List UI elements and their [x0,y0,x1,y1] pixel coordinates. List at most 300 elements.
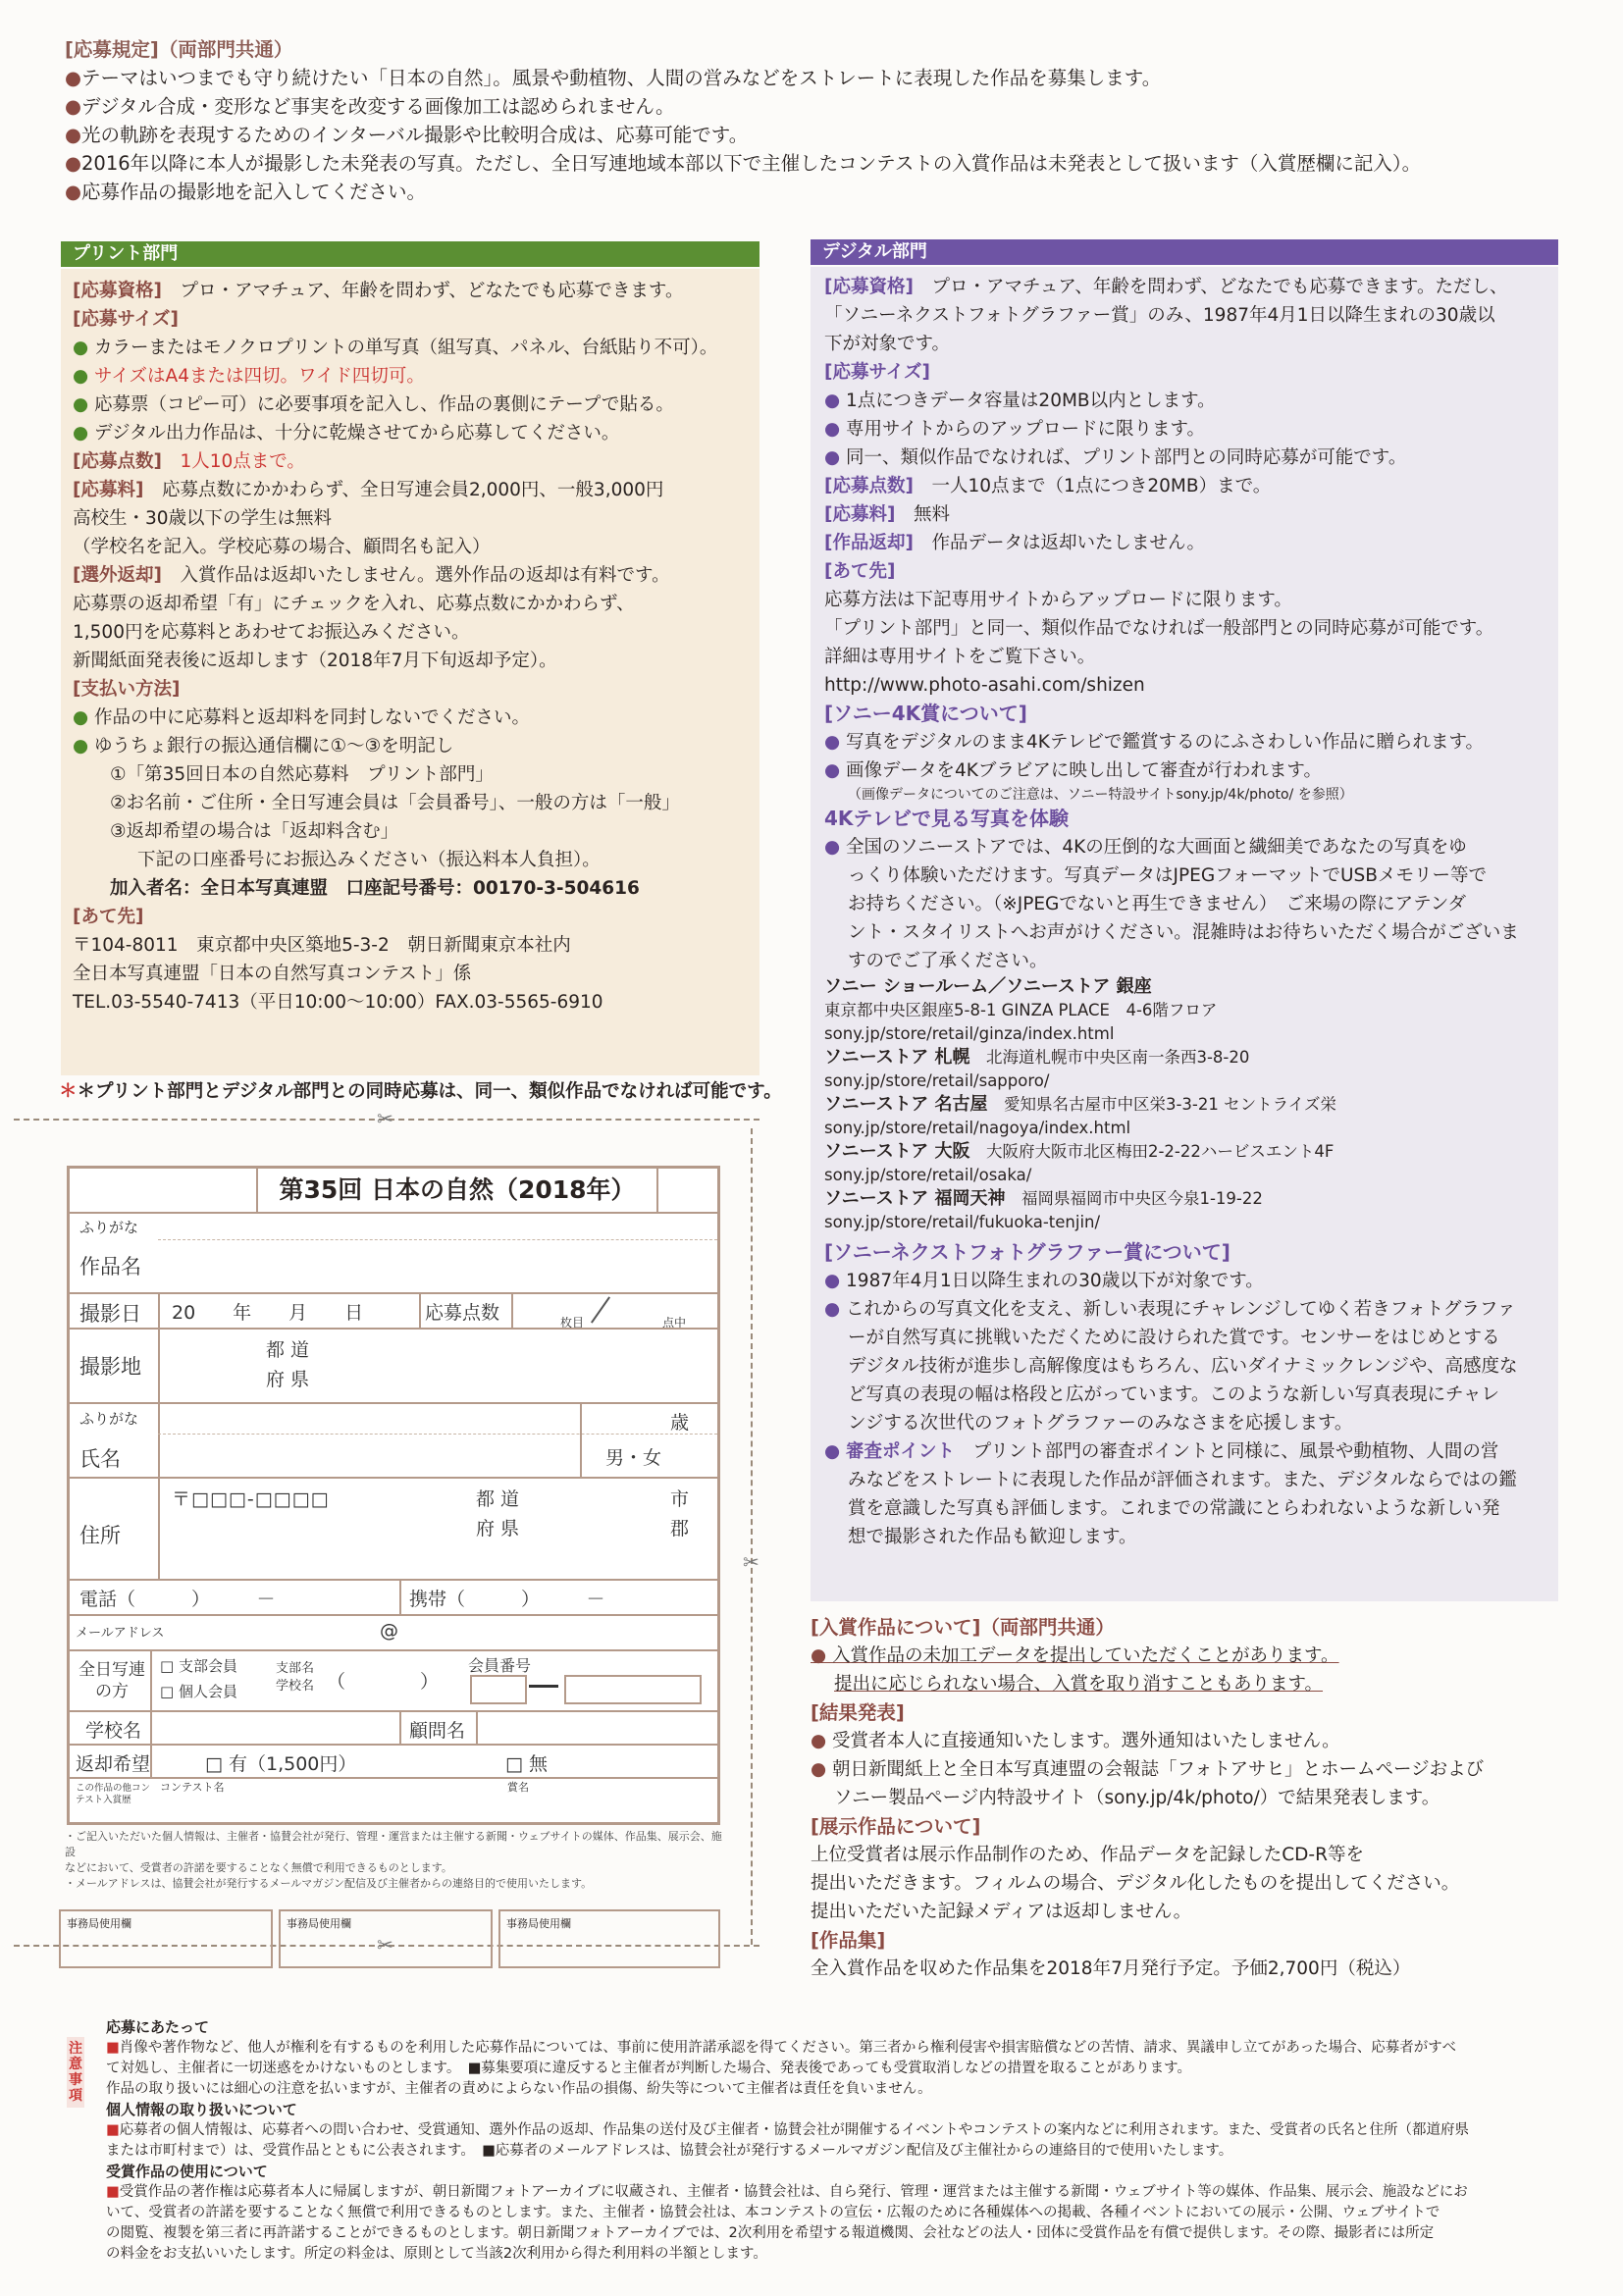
bullet-icon: ● [65,95,82,118]
pref-label-1: 都 道 [266,1339,310,1361]
line-text: 専用サイトからのアップロードに限ります。 [846,419,1205,440]
store-name: ソニーストア 大阪 [824,1141,970,1162]
next-text: これからの写真文化を支え、新しい表現にチャレンジしてゆく若きフォトグラファ [846,1299,1516,1320]
text-line [824,301,1558,330]
work-name-input[interactable] [178,1243,707,1271]
sony4k-note: （画像データについてのご注意は、ソニー特設サイトsony.jp/4k/photo/ を参照） [848,787,1353,803]
work-name-label: 作品名 [79,1255,141,1278]
next-text: デジタル技術が進歩し高解像度はもちろん、広いダイナミックレンジや、高感度な [848,1356,1518,1377]
bullet-icon: ● [73,423,95,444]
bullet-icon: ● [811,1759,833,1780]
rules-item [65,121,1576,149]
line-text: 応募方法は下記専用サイトからアップロードに限ります。 [824,590,1292,610]
zip-input[interactable]: 〒□□□-□□□□ [172,1488,330,1510]
experience-text: すのでご了承ください。 [848,951,1048,971]
awards-text: 朝日新聞紙上と全日本写真連盟の会報誌「フォトアサヒ」とホームページおよび [832,1759,1485,1780]
store-address: 大阪府大阪市北区梅田2-2-22ハービスエント4F [985,1142,1335,1161]
bullet-icon: ● [824,1271,847,1291]
text-line [824,529,1558,557]
line-text: ②お名前・ご住所・全日写連会員は「会員番号」、一般の方は「一般」 [110,793,680,813]
rules-item-text: 2016年以降に本人が撮影した未発表の写真。ただし、全日写連地域本部以下で主催したコンテストの入賞作品は未発表として扱います（入賞歴欄に記入）。 [81,152,1422,175]
line-text: ③返却希望の場合は「返却料含む」 [110,821,399,842]
cut-line-right [751,1128,753,1945]
line-text: 〒104-8011 東京都中央区築地5-3-2 朝日新聞東京本社内 [73,935,571,956]
awards-heading: [結果発表] [811,1701,905,1724]
print-section [61,241,759,267]
notes-text: 応募者の個人情報は、応募者への問い合わせ、受賞通知、選外作品の返却、作品集の送付及び主催者・協賛会社が開催するイベントやコンテストの案内などに利用されます。また、受賞者の氏名と住所（都道府県 [119,2122,1470,2138]
line-text: 高校生・30歳以下の学生は無料 [73,508,333,529]
shoot-date-input[interactable]: 20 年 月 日 [172,1302,364,1324]
sony4k-item [824,757,1558,785]
section-label: [支払い方法] [73,679,181,700]
bullet-icon: ● [65,181,82,203]
experience-line [824,890,1558,918]
text-line [73,931,759,960]
line-text: http://www.photo-asahi.com/shizen [824,675,1145,696]
office-use-box-1 [59,1909,273,1968]
store-url: sony.jp/store/retail/sapporo/ [824,1071,1050,1090]
member-option-branch[interactable]: □ 支部会員 [160,1657,237,1675]
notes-text: いて、受賞者の許諾を要することなく無償で利用できるものとします。また、主催者・協賛会社は、本コンテストの宣伝・広報のために各種媒体への掲載、各種イベントにおいての展示・公開、ウェブサイトで [106,2205,1440,2220]
bullet-icon: ● [73,366,95,387]
next-text: 賞を意識した写真も評価します。これまでの常識にとらわれないような新しい発 [848,1498,1500,1519]
sony4k-heading: [ソニー4K賞について] [824,702,1027,725]
text-line [73,561,759,590]
sony4k-item [824,728,1558,757]
gender-select[interactable]: 男・女 [605,1447,662,1469]
privacy-line: ・ご記入いただいた個人情報は、主催者・協賛会社が発行、管理・運営または主催する新聞・ウェブサイトの媒体、作品集、展示会、施設 [65,1830,722,1858]
advisor-label: 顧問名 [409,1720,466,1742]
rules-section [65,35,1576,206]
rules-item [65,178,1576,206]
text-line [824,415,1558,444]
awards-line [811,1784,1566,1812]
section-label: [応募サイズ] [73,309,179,330]
bullet-icon: ● [811,1645,833,1666]
text-line [73,419,759,447]
scissors-icon: ✂ [743,1550,759,1574]
office-use-box-2 [279,1909,493,1968]
store-name: ソニーストア 札幌 [824,1047,970,1068]
age-label: 歳 [670,1412,690,1434]
awards-line [811,1670,1566,1698]
store-url: sony.jp/store/retail/ginza/index.html [824,1024,1115,1043]
line-text: 下記の口座番号にお振込みください（振込料本人負担）。 [137,850,601,870]
school-name-label: 学校名 [276,1679,315,1694]
text-line [824,387,1558,415]
awards-line [811,1642,1566,1670]
text-line [824,500,1558,529]
bullet-icon: ● [824,1299,847,1320]
notes-line [106,2059,1568,2079]
text-line [73,476,759,504]
text-line [73,533,759,561]
text-line [73,362,759,391]
awards-text: ソニー製品ページ内特設サイト（sony.jp/4k/photo/）で結果発表します。 [834,1788,1440,1808]
rules-item [65,149,1576,178]
text-line [73,789,759,817]
line-text: 応募票（コピー可）に必要事項を記入し、作品の裏側にテープで貼る。 [94,394,674,415]
store-url: sony.jp/store/retail/nagoya/index.html [824,1119,1131,1137]
line-text: 作品データは返却いたしません。 [931,533,1206,553]
text-line [73,704,759,732]
return-no-checkbox[interactable]: □ 無 [505,1753,548,1775]
notes-heading: 応募にあたって [106,2018,210,2036]
text-line [73,447,759,476]
prize-name-label: 賞名 [507,1781,529,1794]
rules-list [65,64,1576,206]
line-text: ①「第35回日本の自然応募料 プリント部門」 [110,764,494,785]
place-label: 撮影地 [79,1355,141,1379]
notes-line [106,2079,1568,2100]
bullet-icon: ● [824,419,847,440]
store-item [824,1046,1558,1070]
entry-form [67,1166,720,1825]
furigana-label-2: ふりがな [79,1410,139,1428]
sony4k-text: 画像データを4Kブラビアに映し出して審査が行われます。 [846,760,1322,781]
text-line [824,472,1558,500]
rules-item-text: テーマはいつまでも守り続けたい「日本の自然」。風景や動植物、人間の営みなどをストレートに表現した作品を募集します。 [81,67,1162,89]
line-text: 詳細は専用サイトをご覧下さい。 [824,647,1096,667]
section-label: [応募点数] [824,476,914,496]
text-line [73,846,759,874]
line-text: 無料 [913,504,950,525]
awards-section [811,1613,1566,1983]
text-line [73,732,759,760]
text-line [73,305,759,334]
notes-text: 作品の取り扱いには細心の注意を払いますが、主催者の責めによらない作品の損傷、紛失等について主催者は責任を負いません。 [106,2081,932,2097]
next-line [824,1295,1558,1324]
section-label: [応募資格] [73,281,162,301]
line-text: （学校名を記入。学校応募の場合、顧問名も記入） [73,537,491,557]
line-text: サイズはA4または四切。ワイド四切可。 [94,366,425,387]
bullet-icon: ● [73,338,95,358]
store-item [824,1093,1558,1117]
notes-line [106,2244,1568,2265]
email-label: メールアドレス [76,1626,165,1641]
furigana-label: ふりがな [79,1219,139,1236]
experience-line [824,918,1558,947]
name-label: 氏名 [79,1447,121,1471]
text-line [824,586,1558,614]
text-line [73,675,759,704]
notes-line [106,2038,1568,2059]
text-line [824,614,1558,643]
notes-line [106,2223,1568,2244]
next-text: ンジする次世代のフォトグラファーのみなさまを応援します。 [848,1413,1353,1434]
line-text: 新聞紙面発表後に返却します（2018年7月下旬返却予定）。 [73,651,557,671]
history-label: この作品の他コンテスト入賞歴 [76,1783,151,1805]
office-use-box-3 [498,1909,720,1968]
text-line [73,960,759,988]
awards-line [811,1898,1566,1926]
bullet-icon: ● [824,447,847,468]
text-line [73,903,759,931]
notes-section [106,2017,1568,2265]
bullet-icon: ● [65,67,82,89]
store-list [824,975,1558,1234]
notes-side-label: 注意事項 [67,2037,84,2108]
member-number-dash [529,1685,558,1688]
awards-line [811,1841,1566,1869]
bullet-icon: ● [73,736,95,757]
awards-text: 全入賞作品を収めた作品集を2018年7月発行予定。予価2,700円（税込） [811,1958,1411,1979]
line-text: 全日本写真連盟「日本の自然写真コンテスト」係 [73,964,472,984]
pref-label-2: 府 県 [266,1369,310,1390]
sony4k-text: 写真をデジタルのまま4Kテレビで鑑賞するのにふさわしい作品に贈られます。 [846,732,1484,753]
text-line [824,330,1558,358]
bullet-icon: ● [73,707,95,728]
store-item [824,975,1558,999]
city-label-1: 市 [670,1488,690,1510]
section-label: [あて先] [824,561,896,582]
line-text: ゆうちょ銀行の振込通信欄に①〜③を明記し [94,736,454,757]
member-number-label: 会員番号 [468,1656,532,1675]
bullet-icon: ● [73,394,95,415]
awards-heading: [作品集] [811,1929,886,1952]
experience-text: ント・スタイリストへお声がけください。混雑時はお待ちいただく場合がございま [848,922,1519,943]
note-square-icon: ■ [106,2040,120,2056]
digital-section [811,239,1558,265]
next-text: ーが自然写真に挑戦いただくために設けられた賞です。センサーをはじめとする [848,1328,1500,1348]
notes-heading: 個人情報の取り扱いについて [106,2101,297,2118]
text-line [73,590,759,618]
form-title: 第35回 日本の自然（2018年） [279,1175,636,1204]
next-line [824,1324,1558,1352]
notes-text: 肖像や著作物など、他人が権利を有するものを利用した応募作品については、事前に使用許諾承認を得てください。第三者から権利侵害や損害賠償などの苦情、請求、異議申し立てがあった場合、応募者がすべ [119,2040,1456,2056]
text-line [824,643,1558,671]
next-line [824,1523,1558,1551]
text-line [73,277,759,305]
line-text: 加入者名：全日本写真連盟 口座記号番号：00170-3-504616 [110,878,640,899]
text-line [73,874,759,903]
notes-line [106,2120,1568,2141]
notes-text: の料金をお支払いいたします。所定の料金は、原則として当該2次利用から得た利用料の半額とします。 [106,2246,767,2262]
email-input[interactable] [178,1616,707,1647]
school-label: 学校名 [85,1720,142,1742]
line-text: 「ソニーネクストフォトグラファー賞」のみ、1987年4月1日以降生まれの30歳以 [824,305,1495,326]
bullet-icon: ● [65,152,82,175]
notes-line [106,2203,1568,2223]
line-text: 1人10点まで。 [180,451,305,472]
bullet-icon: ● [824,1441,847,1462]
print-body [61,269,759,1075]
next-text: 想で撮影された作品も歓迎します。 [848,1527,1137,1547]
section-label: [応募サイズ] [824,362,930,383]
store-url: sony.jp/store/retail/osaka/ [824,1166,1032,1184]
note-square-icon: ■ [106,2122,120,2138]
text-line [73,988,759,1017]
section-label: [作品返却] [824,533,914,553]
line-text: プロ・アマチュア、年齢を問わず、どなたでも応募できます。ただし、 [931,277,1508,297]
section-label: [あて先] [73,907,144,927]
rules-heading: [応募規定]（両部門共通） [65,38,293,61]
bullet-icon: ● [824,760,847,781]
text-line [824,273,1558,301]
awards-text: 提出に応じられない場合、入賞を取り消すこともあります。 [834,1674,1324,1695]
office-use-label: 事務局使用欄 [287,1917,351,1930]
notes-text: て対処し、主催者に一切迷惑をかけないものとします。 ■募集要項に違反すると主催者が判断した場合、発表後であっても受賞取消しなどの措置を取ることがあります。 [106,2061,1191,2076]
text-line [73,618,759,647]
line-text: TEL.03-5540-7413（平日10:00〜10:00）FAX.03-5565-6910 [73,992,603,1013]
next-line [824,1352,1558,1381]
text-line [824,358,1558,387]
store-address: 東京都中央区銀座5-8-1 GINZA PLACE 4-6階フロア [824,1001,1218,1019]
store-address: 北海道札幌市中央区南一条西3-8-20 [985,1048,1250,1067]
pref-label-3: 都 道 [476,1488,520,1510]
privacy-note [65,1829,722,1892]
simul-note: ＊＊プリント部門とデジタル部門との同時応募は、同一、類似作品でなければ可能です。 [59,1081,782,1102]
awards-text: 受賞者本人に直接通知いたします。選外通知はいたしません。 [832,1731,1340,1751]
line-text: 応募票の返却希望「有」にチェックを入れ、応募点数にかかわらず、 [73,594,635,614]
awards-text: 入賞作品の未加工データを提出していただくことがあります。 [832,1645,1339,1666]
awards-heading: [展示作品について] [811,1815,981,1838]
awards-heading: [入賞作品について]（両部門共通） [811,1616,1115,1639]
line-text: プロ・アマチュア、年齢を問わず、どなたでも応募できます。 [180,281,684,301]
city-label-2: 郡 [670,1518,690,1539]
notes-text: 受賞作品の著作権は応募者本人に帰属しますが、朝日新聞フォトアーカイブに収蔵され、主催者・協賛会社は、自ら発行、管理・運営または主催する新聞・ウェブサイト等の媒体、作品集、展示会、施設などにお [119,2184,1468,2200]
slash-divider [591,1296,610,1323]
line-text: 作品の中に応募料と返却料を同封しないでください。 [94,707,531,728]
rules-item-text: 光の軌跡を表現するためのインターバル撮影や比較明合成は、応募可能です。 [81,124,749,146]
office-use-label: 事務局使用欄 [67,1917,131,1930]
experience-heading: 4Kテレビで見る写真を体験 [824,807,1070,830]
bullet-icon: ● [824,837,847,858]
next-text: 1987年4月1日以降生まれの30歳以下が対象です。 [846,1271,1264,1291]
entry-count-label: 応募点数 [425,1302,500,1324]
rules-item [65,92,1576,121]
section-label: 審査ポイント [846,1441,956,1462]
store-name: ソニー ショールーム／ソニーストア 銀座 [824,976,1152,997]
text-line [824,444,1558,472]
experience-line [824,947,1558,975]
notes-text: または市町村まで）は、受賞作品とともに公表されます。 ■応募者のメールアドレスは、協賛会社が発行するメールマガジン配信及び主催社からの連絡目的で使用いたします。 [106,2143,1233,2159]
section-label: [応募料] [73,480,144,500]
count-unit-sheet: 枚目 [560,1316,585,1330]
next-text: プリント部門の審査ポイントと同様に、風景や動植物、人間の営 [972,1441,1499,1462]
member-number-box-2[interactable] [564,1675,702,1704]
contest-name-label: コンテスト名 [160,1781,225,1794]
text-line [73,817,759,846]
awards-line [811,1727,1566,1755]
awards-line [811,1869,1566,1898]
store-item [824,1140,1558,1164]
text-line [73,334,759,362]
note-square-icon: ■ [106,2184,120,2200]
bullet-icon: ● [65,124,82,146]
text-line [73,760,759,789]
return-yes-checkbox[interactable]: □ 有（1,500円） [205,1753,357,1775]
section-label: [応募料] [824,504,896,525]
next-line [824,1466,1558,1494]
text-line [824,557,1558,586]
print-title: プリント部門 [61,241,759,267]
experience-line [824,861,1558,890]
member-number-box-1[interactable] [470,1675,527,1704]
notes-line [106,2182,1568,2203]
next-text: みなどをストレートに表現した作品が評価されます。また、デジタルならではの鑑 [848,1470,1517,1490]
notes-text: の閲覧、複製を第三者に再許諾することができるものとします。朝日新聞フォトアーカイブでは、2次利用を希望する報道機関、会社などの法人・団体に受賞作品を有償で提供します。その際、撮影者には所定 [106,2225,1435,2241]
branch-input[interactable]: （ ） [327,1671,440,1693]
next-line [824,1381,1558,1409]
member-option-individual[interactable]: □ 個人会員 [160,1683,237,1700]
mobile-input[interactable]: 携帯（ ） － [409,1589,605,1610]
section-label: [応募点数] [73,451,162,472]
phone-input[interactable]: 電話（ ） － [79,1589,276,1610]
awards-text: 提出いただきます。フィルムの場合、デジタル化したものを提出してください。 [811,1873,1460,1894]
experience-text: お持ちください。（※JPEGでないと再生できません） ご来場の際にアテンダ [848,894,1466,914]
text-line [824,671,1558,700]
line-text: 下が対象です。 [824,334,951,354]
next-line [824,1494,1558,1523]
line-text: カラーまたはモノクロプリントの単写真（組写真、パネル、台紙貼り不可）。 [94,338,718,358]
next-line [824,1437,1558,1466]
text-line [73,504,759,533]
line-text: 入賞作品は返却いたしません。選外作品の返却は有料です。 [180,565,670,586]
scissors-icon: ✂ [377,1107,393,1130]
text-line [73,647,759,675]
privacy-line: ・メールアドレスは、協賛会社が発行するメールマガジン配信及び主催者からの連絡目的で使用いたします。 [65,1877,593,1890]
bullet-icon: ● [824,732,847,753]
line-text: 1,500円を応募料とあわせてお振込みください。 [73,622,470,643]
awards-line [811,1955,1566,1983]
notes-heading: 受賞作品の使用について [106,2163,268,2180]
bullet-icon: ● [824,391,847,411]
count-unit-total: 点中 [662,1316,687,1330]
store-url: sony.jp/store/retail/fukuoka-tenjin/ [824,1213,1101,1231]
branch-label: 支部名 [276,1661,315,1676]
experience-text: っくり体験いただけます。写真データはJPEGフォーマットでUSBメモリー等で [848,865,1487,886]
notes-line [106,2141,1568,2162]
scissors-icon: ✂ [377,1933,393,1957]
line-text: デジタル出力作品は、十分に乾燥させてから応募してください。 [94,423,620,444]
experience-text: 全国のソニーストアでは、4Kの圧倒的な大画面と繊細美であなたの写真をゆ [846,837,1467,858]
office-use-label: 事務局使用欄 [506,1917,571,1930]
line-text: 一人10点まで（1点につき20MB）まで。 [931,476,1272,496]
section-label: [選外返却] [73,565,162,586]
return-label: 返却希望 [76,1753,151,1775]
awards-text: 上位受賞者は展示作品制作のため、作品データを記録したCD-R等を [811,1845,1364,1865]
awards-line [811,1755,1566,1784]
store-address: 愛知県名古屋市中区栄3-3-21 セントライズ栄 [1003,1095,1336,1114]
pref-label-4: 府 県 [476,1518,520,1539]
store-name: ソニーストア 名古屋 [824,1094,988,1115]
awards-text: 提出いただいた記録メディアは返却しません。 [811,1902,1192,1922]
bullet-icon: ● [811,1731,833,1751]
digital-title: デジタル部門 [811,239,1558,265]
line-text: 同一、類似作品でなければ、プリント部門との同時応募が可能です。 [846,447,1407,468]
rules-item [65,64,1576,92]
next-line [824,1267,1558,1295]
privacy-line: などにおいて、受賞者の許諾を要することなく無償で利用できるものとします。 [65,1861,452,1874]
rules-item-text: デジタル合成・変形など事実を改変する画像加工は認められません。 [81,95,675,118]
line-text: 応募点数にかかわらず、全日写連会員2,000円、一般3,000円 [161,480,664,500]
next-line [824,1409,1558,1437]
line-text: 1点につきデータ容量は20MB以内とします。 [846,391,1216,411]
section-label: [応募資格] [824,277,914,297]
shoot-date-label: 撮影日 [79,1302,141,1326]
store-name: ソニーストア 福岡天神 [824,1188,1006,1209]
store-item [824,1187,1558,1211]
next-photographer-heading: [ソニーネクストフォトグラファー賞について] [824,1240,1230,1264]
next-text: ど写真の表現の幅は格段と広がっています。このような新しい写真表現にチャレ [848,1384,1499,1405]
experience-line [824,833,1558,861]
line-text: 「プリント部門」と同一、類似作品でなければ一般部門との同時応募が可能です。 [824,618,1494,639]
store-address: 福岡県福岡市中央区今泉1-19-22 [1021,1189,1263,1208]
email-at: @ [380,1620,398,1642]
text-line [73,391,759,419]
rules-item-text: 応募作品の撮影地を記入してください。 [81,181,427,203]
